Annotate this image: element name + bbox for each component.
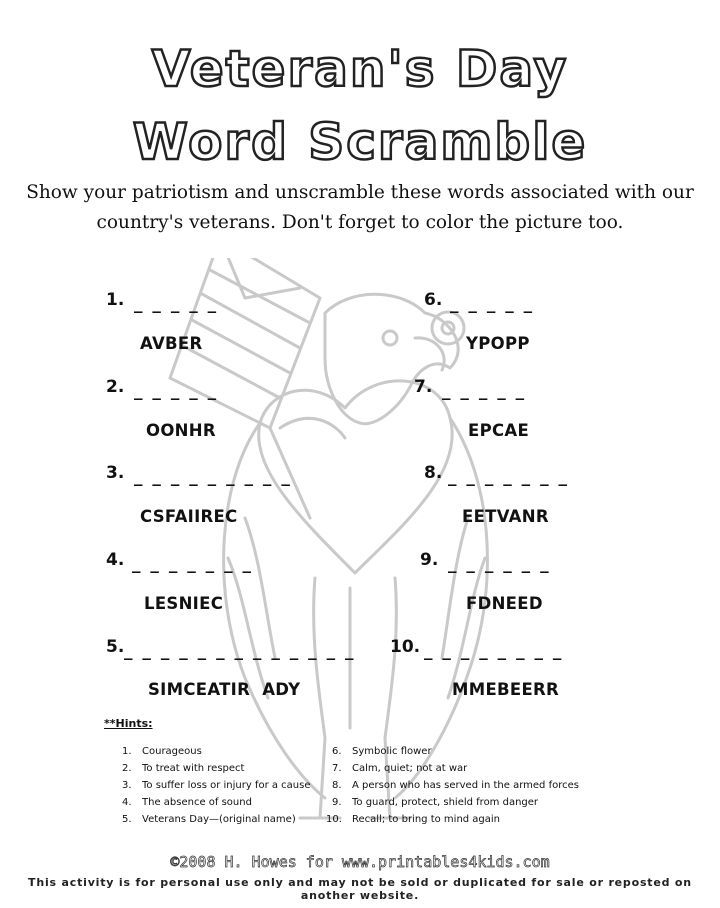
hint-item: 8. A person who has served in the armed forces [332, 780, 579, 791]
hint-item: 2. To treat with respect [122, 763, 245, 774]
answer-blanks[interactable]: _ _ _ _ _ [134, 294, 219, 314]
hint-item: 4. The absence of sound [122, 797, 252, 808]
intro-line-1: Show your patriotism and unscramble these words associated with our [26, 182, 694, 203]
answer-blanks[interactable]: _ _ _ _ _ [442, 381, 527, 401]
title-line-1: Veteran's Day [151, 40, 569, 98]
puzzle-number: 8. [424, 463, 443, 483]
answer-blanks[interactable]: _ _ _ _ _ [134, 381, 219, 401]
hint-item: 10. Recall; to bring to mind again [326, 814, 501, 825]
puzzle-number: 7. [414, 377, 433, 397]
scrambled-word: FDNEED [466, 594, 543, 613]
scrambled-word: LESNIEC [144, 594, 224, 613]
answer-blanks[interactable]: _ _ _ _ _ _ _ [448, 467, 570, 487]
puzzle-number: 3. [106, 463, 125, 483]
answer-blanks[interactable]: _ _ _ _ _ _ _ _ _ [134, 467, 292, 487]
hint-item: 3. To suffer loss or injury for a cause [122, 780, 311, 791]
scrambled-word: MMEBEERR [452, 680, 560, 699]
scrambled-word: CSFAIIREC [140, 507, 238, 526]
puzzle-number: 9. [420, 550, 439, 570]
hint-item: 1. Courageous [122, 746, 202, 757]
copyright-line: ©2008 H. Howes for www.printables4kids.com [170, 853, 550, 871]
hint-item: 7. Calm, quiet; not at war [332, 763, 468, 774]
puzzle-number: 1. [106, 290, 125, 310]
hint-item: 9. To guard, protect, shield from danger [332, 797, 539, 808]
usage-footer: This activity is for personal use only and may not be sold or duplicated for sale or reposted on another website. [28, 876, 692, 902]
hint-item: 5. Veterans Day—(original name) [122, 814, 296, 825]
answer-blanks[interactable]: _ _ _ _ _ _ _ _ _ _ _ _ _ [124, 641, 356, 661]
hints-title: **Hints: [104, 717, 153, 730]
intro-line-2: country's veterans. Don't forget to color the picture too. [96, 212, 624, 233]
scrambled-word: EETVANR [462, 507, 549, 526]
puzzle-number: 4. [106, 550, 125, 570]
scrambled-word: AVBER [140, 334, 203, 353]
hint-item: 6. Symbolic flower [332, 746, 432, 757]
answer-blanks[interactable]: _ _ _ _ _ [450, 294, 535, 314]
answer-blanks[interactable]: _ _ _ _ _ _ [448, 554, 551, 574]
intro-text [20, 178, 700, 238]
title-line-2: Word Scramble [132, 113, 588, 171]
answer-blanks[interactable]: _ _ _ _ _ _ _ [132, 554, 254, 574]
puzzle-number: 5. [106, 637, 125, 657]
scrambled-word: EPCAE [468, 421, 530, 440]
puzzle-number: 2. [106, 377, 125, 397]
scrambled-word: SIMCEATIR ADY [148, 680, 301, 699]
scrambled-word: YPOPP [466, 334, 530, 353]
answer-blanks[interactable]: _ _ _ _ _ _ _ _ [424, 641, 564, 661]
puzzle-number: 10. [390, 637, 421, 657]
scrambled-word: OONHR [146, 421, 216, 440]
puzzle-number: 6. [424, 290, 443, 310]
